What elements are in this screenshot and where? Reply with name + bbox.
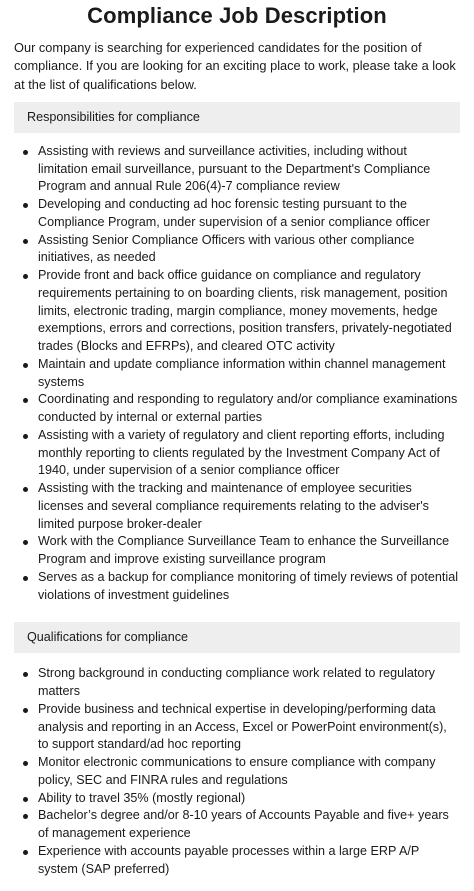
bullet-icon	[23, 150, 28, 155]
bullet-icon	[23, 708, 28, 713]
bullet-icon	[23, 672, 28, 677]
list-item	[14, 480, 460, 533]
qualifications-list	[14, 665, 460, 878]
qualifications-header: Qualifications for compliance	[14, 622, 460, 653]
responsibilities-list	[14, 143, 460, 605]
list-item-text: Assisting with a variety of regulatory and client reporting efforts, including monthly reporting to clients regulated by the Investment Company Act of 1940, under supervision of a senior compliance officer	[38, 427, 445, 478]
list-item-text: Monitor electronic communications to ensure compliance with company policy, SEC and FINRA rules and regulations	[38, 755, 436, 787]
list-item-text: Provide business and technical expertise in developing/performing data analysis and reporting in an Access, Excel or PowerPoint environment(s), to support standard/ad hoc reporting	[38, 701, 447, 752]
bullet-icon	[23, 239, 28, 244]
list-item	[14, 843, 460, 879]
intro-paragraph: Our company is searching for experienced candidates for the position of compliance. If you are looking for an exciting place to work, please take a look at the list of qualifications below.	[14, 40, 456, 92]
list-item	[14, 427, 460, 480]
responsibilities-header: Responsibilities for compliance	[14, 102, 460, 133]
bullet-icon	[23, 203, 28, 208]
bullet-icon	[23, 398, 28, 403]
bullet-icon	[23, 576, 28, 581]
bullet-icon	[23, 761, 28, 766]
list-item-text: Assisting Senior Compliance Officers with various other compliance initiatives, as needed	[38, 232, 415, 265]
list-item-text: Assisting with the tracking and maintenance of employee securities licenses and several compliance requirements relating to the adviser's limited purpose broker-dealer	[38, 481, 429, 531]
list-item-text: Coordinating and responding to regulatory and/or compliance examinations conducted by internal or external parties	[38, 392, 458, 425]
list-item-text: Experience with accounts payable processes within a large ERP A/P system (SAP preferred)	[38, 843, 420, 876]
list-item	[14, 196, 460, 232]
list-item	[14, 267, 460, 356]
list-item	[14, 143, 460, 196]
bullet-icon	[23, 540, 28, 545]
list-item-text: Developing and conducting ad hoc forensic testing pursuant to the Compliance Program, under supervision of a senior compliance officer	[38, 197, 430, 229]
list-item	[14, 790, 460, 808]
list-item-text: Strong background in conducting compliance work related to regulatory matters	[38, 666, 435, 699]
list-item	[14, 701, 460, 754]
list-item	[14, 533, 460, 569]
bullet-icon	[23, 274, 28, 279]
page-title: Compliance Job Description	[87, 3, 387, 28]
list-item	[14, 232, 460, 268]
list-item-text: Work with the Compliance Surveillance Team to enhance the Surveillance Program and improve existing surveillance program	[38, 534, 450, 567]
bullet-icon	[23, 363, 28, 368]
list-item-text: Assisting with reviews and surveillance activities, including without limitation email surveillance, pursuant to the Department's Compliance Program and annual Rule 206(4)-7 compliance review	[38, 143, 431, 194]
list-item	[14, 665, 460, 701]
bullet-icon	[23, 850, 28, 855]
bullet-icon	[23, 814, 28, 819]
list-item-text: Maintain and update compliance information within channel management systems	[38, 356, 446, 389]
bullet-icon	[23, 487, 28, 492]
list-item-text: Ability to travel 35% (mostly regional)	[38, 790, 246, 805]
list-item	[14, 807, 460, 843]
list-item	[14, 569, 460, 605]
bullet-icon	[23, 434, 28, 439]
bullet-icon	[23, 797, 28, 802]
list-item-text: Provide front and back office guidance on compliance and regulatory requirements pertaining to on boarding clients, risk management, position limits, electronic trading, margin compliance, money movements, hedge exemptions, errors and corrections, position transfers, privately-negotiated trades (Blocks and EFRPs), and cleared OTC activity	[38, 268, 452, 354]
list-item	[14, 754, 460, 790]
list-item-text: Serves as a backup for compliance monitoring of timely reviews of potential violations of investment guidelines	[38, 569, 458, 602]
list-item-text: Bachelor’s degree and/or 8-10 years of Accounts Payable and five+ years of management experience	[38, 808, 449, 841]
list-item	[14, 391, 460, 427]
list-item	[14, 356, 460, 392]
